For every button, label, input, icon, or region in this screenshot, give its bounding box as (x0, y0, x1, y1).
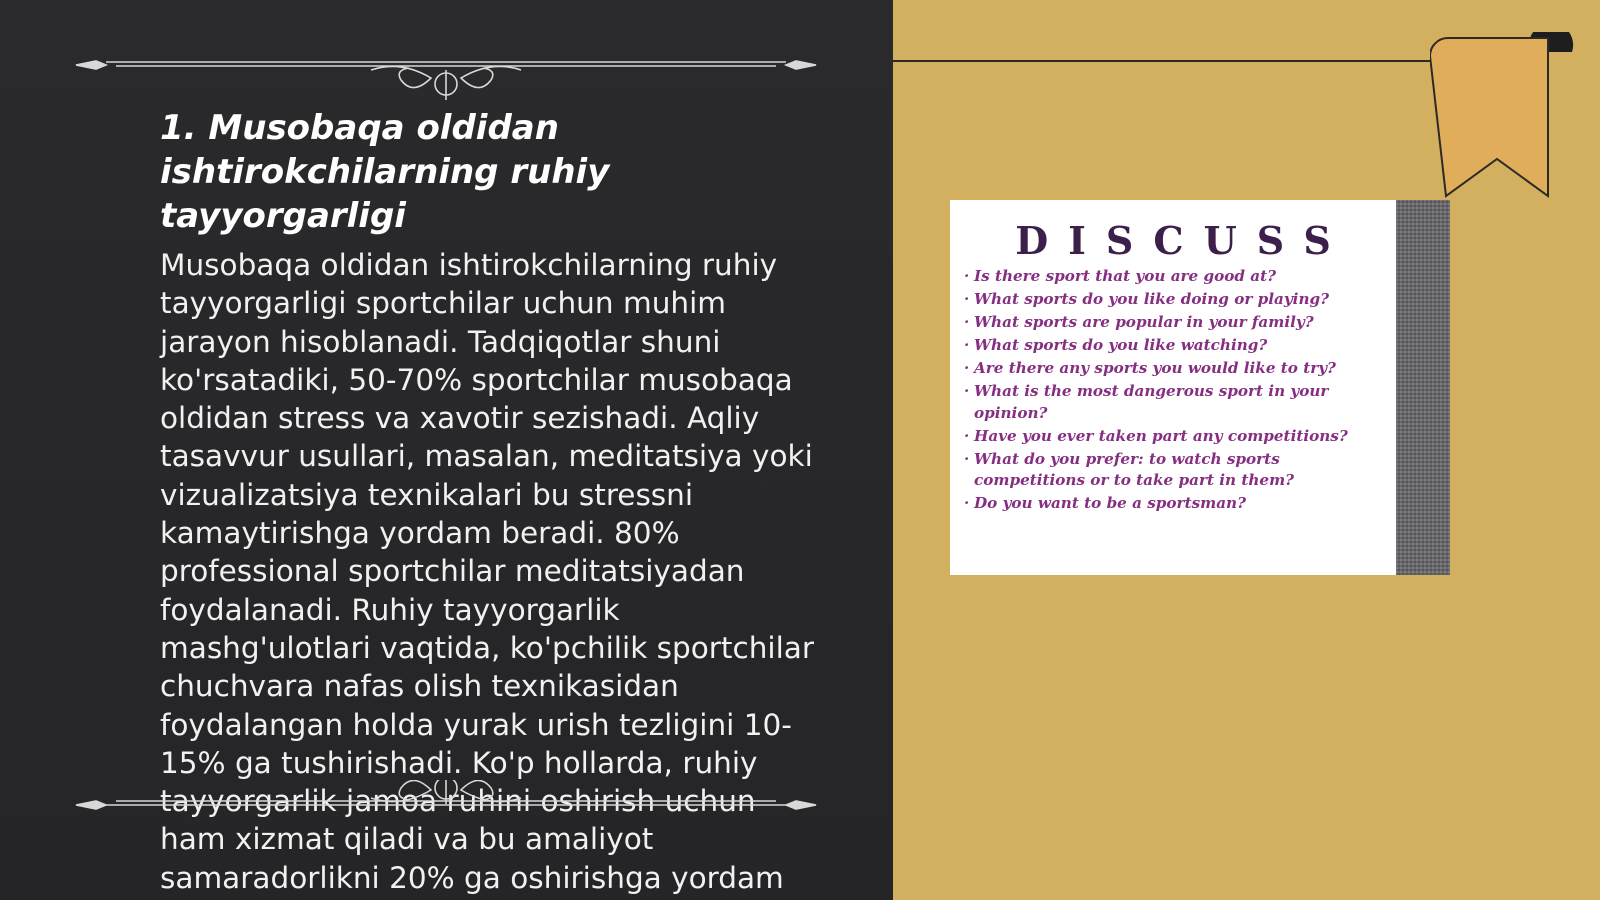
discuss-question: · What sports do you like doing or playing? (964, 289, 1392, 311)
discuss-question: · Do you want to be a sportsman? (964, 493, 1392, 515)
right-panel-rule (893, 60, 1440, 62)
ornamental-divider-top (66, 40, 826, 100)
discuss-question: · Have you ever taken part any competitions? (964, 426, 1392, 448)
discuss-question: · What sports do you like watching? (964, 335, 1392, 357)
discuss-card-paper (950, 200, 1396, 575)
discuss-card-textured-edge (1396, 200, 1450, 575)
discuss-question-list (964, 266, 1392, 516)
slide-title: 1. Musobaqa oldidan ishtirokchilarning ruhiy tayyorgarligi (160, 108, 610, 236)
discuss-question: · What is the most dangerous sport in your opinion? (964, 381, 1392, 424)
discuss-question: · Is there sport that you are good at? (964, 266, 1392, 288)
discuss-question: · What sports are popular in your family? (964, 312, 1392, 334)
ornamental-divider-bottom (66, 780, 826, 840)
discuss-question: · Are there any sports you would like to try? (964, 358, 1392, 380)
bookmark-ribbon (1430, 32, 1600, 202)
discuss-card (950, 200, 1450, 575)
discuss-question: · What do you prefer: to watch sports competitions or to take part in them? (964, 449, 1392, 492)
discuss-heading: DISCUSS (1015, 218, 1351, 263)
slide-body-text: Musobaqa oldidan ishtirokchilarning ruhiy tayyorgarligi sportchilar uchun muhim jarayon hisoblanadi. Tadqiqotlar shuni ko'rsatadiki, 50-70% sportchilar musobaqa oldidan stress va xavotir sezishadi. Aqliy tasavvur usullari, masalan, meditatsiya yoki vizualizatsiya texnikalari bu stressni kamaytirishga yordam beradi. 80% professional sportchilar meditatsiyadan foydalanadi. Ruhiy tayyorgarlik mashg'ulotlari vaqtida, ko'pchilik sportchilar chuchvara nafas olish texnikasidan foydalangan holda yurak urish tezligini 10-15% ga tushirishadi. Ko'p hollarda, ruhiy tayyorgarlik jamoa ruhini oshirish uchun ham xizmat qiladi va bu amaliyot samaradorlikni 20% ga oshirishga yordam (160, 248, 815, 895)
